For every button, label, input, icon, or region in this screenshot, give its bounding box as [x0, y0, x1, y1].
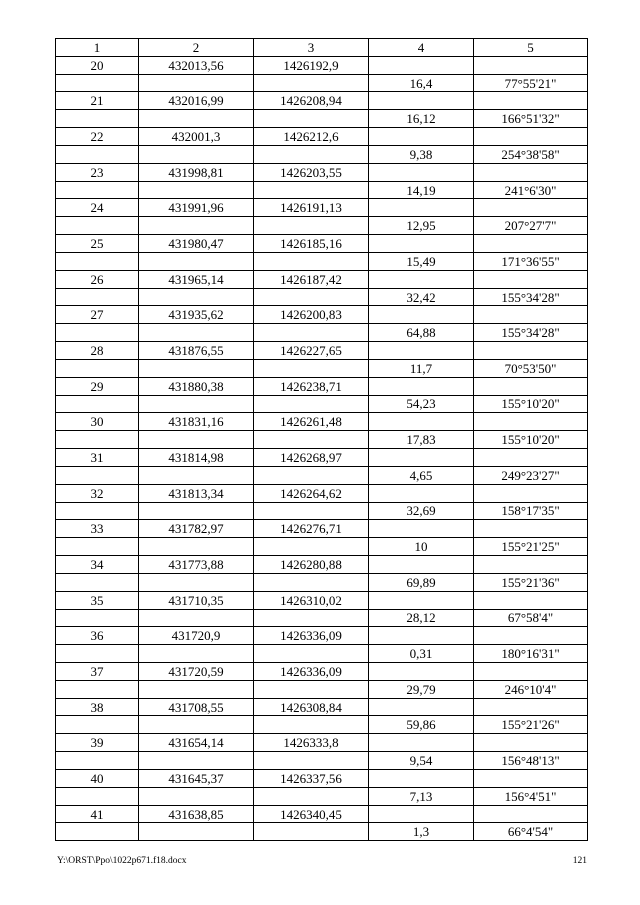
point-row	[56, 128, 588, 146]
distance-cell: 16,4	[369, 74, 474, 92]
segment-row	[56, 680, 588, 698]
point-row	[56, 734, 588, 752]
coordinate-y-cell: 1426238,71	[254, 377, 369, 395]
coordinate-x-cell: 431782,97	[139, 520, 254, 538]
coordinate-y-cell	[254, 645, 369, 663]
direction-angle-cell	[474, 377, 588, 395]
direction-angle-cell	[474, 805, 588, 823]
point-number-cell: 21	[56, 92, 139, 110]
distance-cell: 7,13	[369, 787, 474, 805]
direction-angle-cell	[474, 163, 588, 181]
distance-cell	[369, 235, 474, 253]
distance-cell	[369, 484, 474, 502]
point-number-cell: 26	[56, 270, 139, 288]
direction-angle-cell: 67°58'4"	[474, 609, 588, 627]
coordinate-y-cell: 1426308,84	[254, 698, 369, 716]
coordinate-x-cell	[139, 502, 254, 520]
point-number-cell	[56, 288, 139, 306]
direction-angle-cell	[474, 342, 588, 360]
coordinate-x-cell	[139, 573, 254, 591]
direction-angle-cell: 155°34'28"	[474, 324, 588, 342]
point-number-cell: 37	[56, 662, 139, 680]
point-number-cell	[56, 359, 139, 377]
coordinate-x-cell	[139, 466, 254, 484]
coordinate-y-cell	[254, 787, 369, 805]
direction-angle-cell	[474, 270, 588, 288]
footer-file-path: Y:\ORST\Ppo\1022p671.f18.docx	[57, 856, 187, 866]
coordinate-x-cell: 431645,37	[139, 769, 254, 787]
coordinate-y-cell: 1426191,13	[254, 199, 369, 217]
segment-row	[56, 395, 588, 413]
coordinate-x-cell	[139, 217, 254, 235]
point-row	[56, 199, 588, 217]
point-number-cell: 23	[56, 163, 139, 181]
distance-cell: 64,88	[369, 324, 474, 342]
direction-angle-cell	[474, 556, 588, 574]
point-number-cell: 39	[56, 734, 139, 752]
coordinate-x-cell	[139, 395, 254, 413]
segment-row	[56, 538, 588, 556]
direction-angle-cell: 180°16'31"	[474, 645, 588, 663]
point-row	[56, 556, 588, 574]
distance-cell	[369, 163, 474, 181]
distance-cell	[369, 591, 474, 609]
direction-angle-cell	[474, 413, 588, 431]
segment-row	[56, 609, 588, 627]
coordinate-x-cell: 432013,56	[139, 56, 254, 74]
direction-angle-cell: 156°48'13"	[474, 752, 588, 770]
coordinate-y-cell	[254, 252, 369, 270]
distance-cell: 32,69	[369, 502, 474, 520]
coordinate-y-cell: 1426264,62	[254, 484, 369, 502]
coordinate-x-cell	[139, 324, 254, 342]
direction-angle-cell: 246°10'4"	[474, 680, 588, 698]
segment-row	[56, 74, 588, 92]
table-body	[56, 56, 588, 840]
point-row	[56, 662, 588, 680]
point-number-cell	[56, 716, 139, 734]
direction-angle-cell	[474, 662, 588, 680]
segment-row	[56, 645, 588, 663]
point-number-cell: 41	[56, 805, 139, 823]
point-row	[56, 591, 588, 609]
coordinate-x-cell: 431708,55	[139, 698, 254, 716]
point-number-cell: 22	[56, 128, 139, 146]
header-cell-5: 5	[474, 39, 588, 57]
point-row	[56, 56, 588, 74]
coordinate-y-cell	[254, 395, 369, 413]
coordinate-x-cell	[139, 609, 254, 627]
coordinate-y-cell	[254, 716, 369, 734]
coordinate-x-cell	[139, 645, 254, 663]
coordinate-x-cell	[139, 110, 254, 128]
direction-angle-cell: 158°17'35"	[474, 502, 588, 520]
point-row	[56, 627, 588, 645]
coordinate-y-cell	[254, 680, 369, 698]
coordinate-y-cell: 1426337,56	[254, 769, 369, 787]
distance-cell: 15,49	[369, 252, 474, 270]
segment-row	[56, 110, 588, 128]
distance-cell	[369, 805, 474, 823]
direction-angle-cell: 155°10'20"	[474, 395, 588, 413]
table-header-row	[56, 39, 588, 57]
coordinate-y-cell: 1426227,65	[254, 342, 369, 360]
point-row	[56, 92, 588, 110]
point-number-cell	[56, 395, 139, 413]
direction-angle-cell	[474, 627, 588, 645]
direction-angle-cell: 254°38'58"	[474, 145, 588, 163]
direction-angle-cell: 77°55'21"	[474, 74, 588, 92]
coordinate-x-cell	[139, 181, 254, 199]
coordinate-x-cell: 431980,47	[139, 235, 254, 253]
point-number-cell	[56, 645, 139, 663]
coordinate-y-cell	[254, 324, 369, 342]
direction-angle-cell	[474, 92, 588, 110]
distance-cell	[369, 377, 474, 395]
distance-cell: 54,23	[369, 395, 474, 413]
coordinate-x-cell: 431965,14	[139, 270, 254, 288]
point-number-cell	[56, 324, 139, 342]
distance-cell	[369, 734, 474, 752]
distance-cell: 12,95	[369, 217, 474, 235]
distance-cell	[369, 556, 474, 574]
distance-cell: 0,31	[369, 645, 474, 663]
direction-angle-cell	[474, 56, 588, 74]
segment-row	[56, 823, 588, 841]
coordinate-y-cell: 1426336,09	[254, 662, 369, 680]
coordinate-x-cell	[139, 431, 254, 449]
coordinate-y-cell	[254, 431, 369, 449]
point-row	[56, 235, 588, 253]
distance-cell	[369, 520, 474, 538]
coordinate-x-cell: 431638,85	[139, 805, 254, 823]
direction-angle-cell: 155°21'36"	[474, 573, 588, 591]
distance-cell: 59,86	[369, 716, 474, 734]
coordinate-y-cell: 1426212,6	[254, 128, 369, 146]
direction-angle-cell: 166°51'32"	[474, 110, 588, 128]
coordinates-table	[55, 38, 588, 841]
coordinate-y-cell: 1426200,83	[254, 306, 369, 324]
coordinate-y-cell: 1426185,16	[254, 235, 369, 253]
distance-cell	[369, 449, 474, 467]
point-number-cell	[56, 538, 139, 556]
coordinate-x-cell	[139, 787, 254, 805]
segment-row	[56, 716, 588, 734]
point-number-cell	[56, 181, 139, 199]
coordinate-y-cell	[254, 217, 369, 235]
point-number-cell: 28	[56, 342, 139, 360]
distance-cell	[369, 56, 474, 74]
point-number-cell	[56, 110, 139, 128]
coordinate-y-cell: 1426336,09	[254, 627, 369, 645]
distance-cell: 11,7	[369, 359, 474, 377]
direction-angle-cell	[474, 698, 588, 716]
segment-row	[56, 324, 588, 342]
point-number-cell: 27	[56, 306, 139, 324]
direction-angle-cell	[474, 128, 588, 146]
point-number-cell: 29	[56, 377, 139, 395]
distance-cell	[369, 128, 474, 146]
direction-angle-cell: 155°21'25"	[474, 538, 588, 556]
header-cell-1: 1	[56, 39, 139, 57]
coordinate-x-cell: 431720,9	[139, 627, 254, 645]
point-row	[56, 805, 588, 823]
coordinate-y-cell	[254, 110, 369, 128]
coordinate-x-cell	[139, 252, 254, 270]
direction-angle-cell	[474, 306, 588, 324]
point-number-cell: 32	[56, 484, 139, 502]
coordinate-y-cell	[254, 181, 369, 199]
direction-angle-cell	[474, 449, 588, 467]
coordinate-x-cell: 431710,35	[139, 591, 254, 609]
point-number-cell	[56, 573, 139, 591]
point-row	[56, 377, 588, 395]
distance-cell: 29,79	[369, 680, 474, 698]
point-number-cell	[56, 502, 139, 520]
coordinate-x-cell: 431813,34	[139, 484, 254, 502]
point-number-cell	[56, 431, 139, 449]
direction-angle-cell	[474, 199, 588, 217]
coordinate-y-cell	[254, 752, 369, 770]
coordinate-x-cell: 431831,16	[139, 413, 254, 431]
point-number-cell	[56, 466, 139, 484]
coordinate-x-cell: 431814,98	[139, 449, 254, 467]
point-number-cell	[56, 145, 139, 163]
distance-cell	[369, 92, 474, 110]
coordinate-x-cell: 432016,99	[139, 92, 254, 110]
point-row	[56, 520, 588, 538]
point-row	[56, 449, 588, 467]
header-cell-4: 4	[369, 39, 474, 57]
segment-row	[56, 573, 588, 591]
distance-cell: 16,12	[369, 110, 474, 128]
coordinate-x-cell: 431998,81	[139, 163, 254, 181]
coordinate-y-cell	[254, 359, 369, 377]
distance-cell	[369, 698, 474, 716]
point-number-cell	[56, 680, 139, 698]
distance-cell: 9,54	[369, 752, 474, 770]
direction-angle-cell: 156°4'51"	[474, 787, 588, 805]
point-number-cell	[56, 74, 139, 92]
point-number-cell: 38	[56, 698, 139, 716]
footer-page-number: 121	[572, 856, 587, 866]
coordinate-x-cell: 431880,38	[139, 377, 254, 395]
distance-cell	[369, 270, 474, 288]
direction-angle-cell: 171°36'55"	[474, 252, 588, 270]
segment-row	[56, 431, 588, 449]
point-row	[56, 342, 588, 360]
coordinate-x-cell	[139, 716, 254, 734]
point-row	[56, 163, 588, 181]
direction-angle-cell	[474, 591, 588, 609]
point-row	[56, 484, 588, 502]
coordinate-x-cell	[139, 145, 254, 163]
point-number-cell	[56, 787, 139, 805]
coordinate-y-cell	[254, 823, 369, 841]
segment-row	[56, 502, 588, 520]
direction-angle-cell: 249°23'27"	[474, 466, 588, 484]
distance-cell	[369, 306, 474, 324]
header-cell-2: 2	[139, 39, 254, 57]
coordinate-y-cell	[254, 145, 369, 163]
coordinate-x-cell: 431720,59	[139, 662, 254, 680]
segment-row	[56, 252, 588, 270]
segment-row	[56, 466, 588, 484]
distance-cell: 1,3	[369, 823, 474, 841]
coordinate-y-cell: 1426208,94	[254, 92, 369, 110]
segment-row	[56, 359, 588, 377]
segment-row	[56, 752, 588, 770]
coordinate-y-cell	[254, 538, 369, 556]
coordinate-y-cell	[254, 573, 369, 591]
point-number-cell	[56, 609, 139, 627]
distance-cell: 9,38	[369, 145, 474, 163]
segment-row	[56, 288, 588, 306]
coordinate-x-cell: 431773,88	[139, 556, 254, 574]
direction-angle-cell: 241°6'30"	[474, 181, 588, 199]
distance-cell: 32,42	[369, 288, 474, 306]
coordinate-y-cell	[254, 288, 369, 306]
segment-row	[56, 145, 588, 163]
direction-angle-cell	[474, 734, 588, 752]
direction-angle-cell	[474, 520, 588, 538]
point-number-cell	[56, 752, 139, 770]
coordinate-x-cell	[139, 538, 254, 556]
coordinate-y-cell	[254, 466, 369, 484]
distance-cell	[369, 769, 474, 787]
point-number-cell: 40	[56, 769, 139, 787]
coordinate-x-cell	[139, 288, 254, 306]
coordinate-y-cell: 1426340,45	[254, 805, 369, 823]
direction-angle-cell	[474, 235, 588, 253]
point-number-cell: 31	[56, 449, 139, 467]
coordinate-x-cell: 431935,62	[139, 306, 254, 324]
distance-cell: 10	[369, 538, 474, 556]
direction-angle-cell: 155°21'26"	[474, 716, 588, 734]
distance-cell	[369, 413, 474, 431]
distance-cell	[369, 199, 474, 217]
coordinate-y-cell: 1426310,02	[254, 591, 369, 609]
point-number-cell	[56, 823, 139, 841]
point-number-cell: 20	[56, 56, 139, 74]
point-number-cell: 30	[56, 413, 139, 431]
point-number-cell	[56, 252, 139, 270]
direction-angle-cell: 155°10'20"	[474, 431, 588, 449]
coordinate-y-cell: 1426276,71	[254, 520, 369, 538]
distance-cell: 69,89	[369, 573, 474, 591]
point-row	[56, 413, 588, 431]
distance-cell	[369, 342, 474, 360]
point-number-cell: 36	[56, 627, 139, 645]
point-row	[56, 698, 588, 716]
coordinate-y-cell: 1426268,97	[254, 449, 369, 467]
coordinate-y-cell: 1426203,55	[254, 163, 369, 181]
direction-angle-cell	[474, 484, 588, 502]
distance-cell: 17,83	[369, 431, 474, 449]
header-cell-3: 3	[254, 39, 369, 57]
point-number-cell: 35	[56, 591, 139, 609]
point-number-cell: 34	[56, 556, 139, 574]
distance-cell: 28,12	[369, 609, 474, 627]
point-row	[56, 270, 588, 288]
direction-angle-cell: 70°53'50"	[474, 359, 588, 377]
coordinate-x-cell: 431991,96	[139, 199, 254, 217]
distance-cell	[369, 662, 474, 680]
point-row	[56, 306, 588, 324]
segment-row	[56, 787, 588, 805]
direction-angle-cell: 207°27'7"	[474, 217, 588, 235]
direction-angle-cell	[474, 769, 588, 787]
distance-cell: 14,19	[369, 181, 474, 199]
coordinate-y-cell	[254, 609, 369, 627]
coordinate-x-cell	[139, 823, 254, 841]
point-row	[56, 769, 588, 787]
point-number-cell: 33	[56, 520, 139, 538]
coordinate-x-cell	[139, 752, 254, 770]
coordinate-y-cell	[254, 502, 369, 520]
direction-angle-cell: 66°4'54"	[474, 823, 588, 841]
segment-row	[56, 217, 588, 235]
coordinate-y-cell	[254, 74, 369, 92]
coordinate-x-cell	[139, 74, 254, 92]
coordinate-x-cell: 431876,55	[139, 342, 254, 360]
segment-row	[56, 181, 588, 199]
coordinate-y-cell: 1426261,48	[254, 413, 369, 431]
coordinate-y-cell: 1426333,8	[254, 734, 369, 752]
distance-cell	[369, 627, 474, 645]
coordinate-y-cell: 1426280,88	[254, 556, 369, 574]
coordinate-y-cell: 1426192,9	[254, 56, 369, 74]
coordinate-x-cell	[139, 680, 254, 698]
point-number-cell: 24	[56, 199, 139, 217]
coordinate-y-cell: 1426187,42	[254, 270, 369, 288]
distance-cell: 4,65	[369, 466, 474, 484]
point-number-cell	[56, 217, 139, 235]
point-number-cell: 25	[56, 235, 139, 253]
direction-angle-cell: 155°34'28"	[474, 288, 588, 306]
coordinate-x-cell: 431654,14	[139, 734, 254, 752]
coordinate-x-cell	[139, 359, 254, 377]
coordinate-x-cell: 432001,3	[139, 128, 254, 146]
